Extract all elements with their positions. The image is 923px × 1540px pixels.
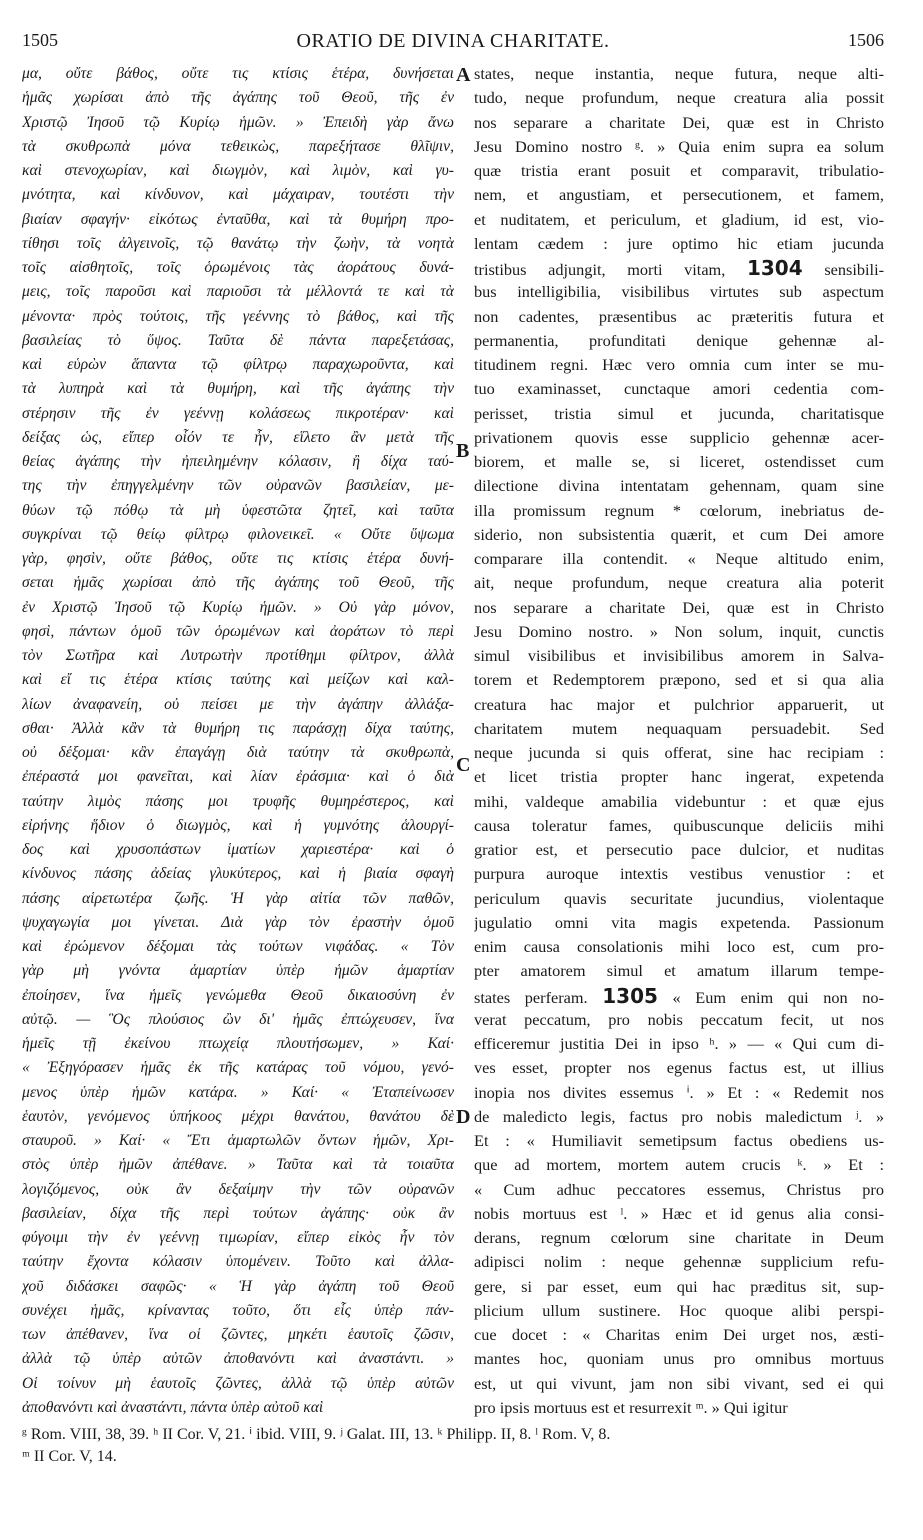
running-title: ORATIO DE DIVINA CHARITATE. [296, 30, 610, 52]
text-line [474, 1323, 884, 1347]
line-text: στέρησιν τῆς ἐν γεέννῃ κολάσεως πικροτέραν· καὶ [22, 404, 454, 422]
text-line [22, 353, 454, 377]
line-text: titudinem regni. Hæc vero omnia cum inter se mu- [474, 355, 884, 374]
text-line [474, 644, 884, 668]
latin-column [474, 62, 884, 1417]
line-text: que ad mortem, mortem autem crucis ᵏ. » Et : [474, 1155, 884, 1175]
text-line [22, 474, 454, 498]
footnote-line: ᵍ Rom. VIII, 38, 39. ʰ II Cor. V, 21. ⁱ ibid. VIII, 9. ʲ Galat. III, 13. ᵏ Philipp. II, 8. ˡ Rom. V, 8. [22, 1426, 611, 1443]
page-header [22, 30, 884, 58]
text-line [22, 887, 454, 911]
line-text: ves esset, propter nos egenus factus est, ut illius [474, 1058, 884, 1078]
line-text: gratior est, et persecutio pace dulcior, et nuditas [474, 840, 884, 859]
text-line [22, 596, 454, 620]
line-text: perisset, tristia simul et jucunda, charitatisque [474, 403, 884, 423]
line-text: « Cum adhuc peccatores essemus, Christus pro [474, 1179, 884, 1199]
line-text: συνέχει ἡμᾶς, κρίναντας τοῦτο, ὅτι εἷς ὑπὲρ πάν- [22, 1301, 454, 1319]
line-text: τὰ σκυθρωπὰ μόνα τεθεικὼς, παρεξήτασε θλῖψιν, [22, 137, 454, 155]
text-line [474, 1081, 884, 1105]
text-line [22, 135, 454, 159]
text-line [22, 644, 454, 668]
line-text: μα, οὔτε βάθος, οὔτε τις κτίσις ἑτέρα, δυνήσεται [22, 65, 454, 82]
text-line [22, 86, 454, 110]
footnotes [22, 1424, 892, 1468]
text-line [22, 377, 454, 401]
line-text: derans, regnum cœlorum sine charitate in Deum [474, 1228, 884, 1247]
line-text: ἀλλὰ τῷ ὑπὲρ αὐτῶν ἀποθανόντι καὶ ἀναστάντι. » [22, 1350, 454, 1368]
line-text: Jesu Domino nostro ᵍ. » Quia enim supra ea solum [474, 136, 884, 156]
text-line [22, 814, 454, 838]
line-continuation: « Eum enim qui non no- [672, 987, 884, 1007]
margin-marker-b: B [456, 440, 470, 462]
text-line [22, 1081, 454, 1105]
text-line [22, 329, 454, 353]
text-line [22, 717, 454, 741]
line-text: φησὶ, πάντων ὁμοῦ τῶν ὁρωμένων καὶ ἀοράτων τὸ περὶ [22, 622, 454, 640]
line-text: δείξας ὡς, εἴπερ οἷόν τε ἦν, εἵλετο ἂν μετὰ τῆς [22, 428, 454, 446]
text-line [474, 1396, 884, 1420]
line-text: γὰρ, φησὶν, οὔτε βάθος, οὔτε τις κτίσις ἑτέρα δυνή- [22, 550, 454, 567]
text-line [22, 620, 454, 644]
text-line [22, 959, 454, 983]
text-line [474, 1275, 884, 1299]
line-text: κίνδυνος πάσης ἀδείας γλυκύτερος, καὶ ἡ βιαία σφαγὴ [22, 865, 454, 883]
line-text: non cadentes, præsentibus ac præteritis futura et [474, 306, 884, 326]
text-line [22, 426, 454, 450]
text-line [474, 814, 884, 838]
text-line [474, 862, 884, 886]
line-text: states perferam. [474, 987, 588, 1007]
line-text: charitatem mutem nequaquam persuadebit. Sed [474, 718, 884, 738]
text-line [474, 62, 884, 86]
line-text: οὐ δέξομαι· κἂν ἐπαγάγῃ διὰ ταύτην τὰ σκυθρωπὰ, [22, 744, 454, 761]
text-line [22, 1226, 454, 1250]
text-line [474, 790, 884, 814]
text-line [22, 1202, 454, 1226]
text-line [22, 62, 454, 86]
margin-marker-c: C [456, 754, 471, 776]
text-line [474, 1153, 884, 1177]
line-text: illa promissum regnum * cœlorum, inebriatus de- [474, 500, 884, 520]
line-text: ἐπέραστά μοι φανεῖται, καὶ λίαν ἐράσμια· καὶ ὁ διὰ [22, 768, 454, 786]
text-line [22, 1129, 454, 1153]
text-line [22, 741, 454, 765]
line-text: μενος ὑπὲρ ἡμῶν κατάρα. » Καί· « Ἐταπείνωσεν [22, 1083, 454, 1101]
line-text: ait, neque profundum, neque creatura alia poterit [474, 573, 884, 593]
line-text: τὰ λυπηρὰ καὶ τὰ θυμήρη, καὶ τῆς ἀγάπης τὴν [22, 380, 454, 398]
text-line [22, 1178, 454, 1202]
line-text: efficeremur justitia Dei in ipso ʰ. » — « Qui cum di- [474, 1034, 884, 1053]
line-text: βιαίαν σφαγήν· εἰκότως ἐνταῦθα, καὶ τὰ θυμήρη προ- [22, 210, 454, 228]
text-line [474, 426, 884, 450]
text-line [474, 1202, 884, 1226]
line-text: Οἱ τοίνυν μὴ ἑαυτοῖς ζῶντες, ἀλλὰ τῷ ὑπὲρ αὐτῶν [22, 1374, 454, 1392]
text-line [474, 911, 884, 935]
text-line [474, 1250, 884, 1274]
line-text: ψυχαγωγία μοι γίνεται. Διὰ γὰρ τὸν ἐραστὴν ὁμοῦ [22, 913, 454, 931]
text-line [474, 499, 884, 523]
text-line [22, 1396, 454, 1420]
text-line [474, 959, 884, 983]
line-text: torem et Redemptorem præpono, sed et si qua alia [474, 670, 884, 690]
text-line [474, 717, 884, 741]
line-text: σεται ἡμᾶς χωρίσαι ἀπὸ τῆς ἀγάπης τοῦ Θεοῦ, τῆς [22, 574, 454, 592]
text-line [474, 377, 884, 401]
line-text: creatura hac major et pulchrior apparuerit, ut [474, 694, 884, 714]
text-line [474, 1178, 884, 1202]
line-text: dilectione divina intentatam gehennam, quam sine [474, 476, 884, 496]
text-line [22, 790, 454, 814]
line-text: ἡμεῖς τῇ ἐκείνου πτωχείᾳ πλουτήσωμεν, » Καί· [22, 1035, 454, 1052]
line-text: σταυροῦ. » Καί· « Ἔτι ἁμαρτωλῶν ὄντων ἡμῶν, Χρι- [22, 1132, 454, 1149]
text-line [22, 1275, 454, 1299]
text-line [474, 693, 884, 717]
text-line [474, 1032, 884, 1056]
page-number-left: 1505 [22, 30, 58, 50]
line-text: Χριστῷ Ἰησοῦ τῷ Κυρίῳ ἡμῶν. » Ἐπειδὴ γὰρ ἄνω [22, 113, 454, 131]
line-text: βασιλείας τὸ ὕψος. Ταῦτα δὲ πάντα παρεξετάσας, [22, 331, 454, 349]
line-text: μνότητα, καὶ κίνδυνον, καὶ μάχαιραν, τουτέστι τὴν [22, 186, 454, 204]
line-text: bus intelligibilia, visibilibus virtutes sub aspectum [474, 282, 884, 302]
line-text: biorem, et malle se, si liceret, ostendisset cum [474, 452, 884, 471]
text-line [474, 838, 884, 862]
line-text: μένοντα· πρὸς τούτοις, τῆς γεέννης τὸ βάθος, καὶ τῆς [22, 307, 454, 325]
text-line [22, 1372, 454, 1396]
line-text: mihi, valdeque amabilia videbuntur : et quæ ejus [474, 791, 884, 811]
line-text: pro ipsis mortuus est et resurrexit ᵐ. » Qui igitur [474, 1397, 788, 1417]
line-text: μεις, τοῖς παροῦσι καὶ παριοῦσι τὰ μέλλοντά τε καὶ τὰ [22, 283, 454, 301]
line-text: jugulatio omni vita magis expetenda. Passionum [474, 912, 884, 932]
text-line [22, 183, 454, 207]
line-text: nos separare a charitate Dei, quæ est in Christo [474, 112, 884, 132]
line-text: θύων τῷ πόθῳ τὰ μὴ ὑφεστῶτα ζητεῖ, καὶ ταῦτα [22, 501, 454, 519]
text-line [474, 402, 884, 426]
line-continuation: sensibili- [824, 260, 884, 279]
text-line [474, 208, 884, 232]
line-text: de maledicto legis, factus pro nobis maledictum ʲ. » [474, 1106, 884, 1126]
text-line [22, 911, 454, 935]
line-text: καὶ στενοχωρίαν, καὶ διωγμὸν, καὶ λιμὸν, καὶ γυ- [22, 162, 454, 179]
text-line [474, 159, 884, 183]
line-text: adipisci nolim : neque gehennæ supplicium refu- [474, 1252, 884, 1272]
text-line [474, 305, 884, 329]
text-line [474, 256, 884, 280]
text-line [474, 523, 884, 547]
text-line [474, 474, 884, 498]
text-line [474, 183, 884, 207]
line-text: siderio, non subsistentia quærit, et cum Dei amore [474, 524, 884, 544]
text-line [22, 862, 454, 886]
line-text: των ἀπέθανεν, ἵνα οἱ ζῶντες, μηκέτι ἑαυτοῖς ζῶσιν, [22, 1326, 454, 1343]
text-line [474, 353, 884, 377]
column-number-1304: 1304 [746, 256, 803, 280]
text-line [22, 499, 454, 523]
text-line [22, 523, 454, 547]
line-text: purpura auroque intextis vestibus venustior : et [474, 864, 884, 884]
text-line [22, 693, 454, 717]
text-line [22, 232, 454, 256]
text-line [474, 765, 884, 789]
line-text: ἡμᾶς χωρίσαι ἀπὸ τῆς ἀγάπης τοῦ Θεοῦ, τῆς ἐν [22, 89, 454, 107]
text-line [474, 984, 884, 1008]
line-text: στὸς ὑπὲρ ἡμῶν ἀπέθανε. » Ταῦτα καὶ τὰ τοιαῦτα [22, 1156, 454, 1174]
text-line [474, 935, 884, 959]
text-line [474, 111, 884, 135]
line-text: et nuditatem, et periculum, et gladium, id est, vio- [474, 209, 884, 229]
line-text: καὶ εἴ τις ἑτέρα κτίσις ταύτης καὶ μείζων καὶ καλ- [22, 671, 454, 689]
text-line [22, 765, 454, 789]
text-line [474, 571, 884, 595]
line-text: τίθησι τοῖς ἀλγεινοῖς, τῷ θανάτῳ τὴν ζωὴν, τὰ νοητὰ [22, 234, 454, 252]
line-text: nobis mortuus est ˡ. » Hæc et id genus alia consi- [474, 1203, 884, 1223]
line-text: της τὴν ἐπηγγελμένην τῶν οὐρανῶν βασιλείαν, με- [22, 477, 454, 495]
line-text: αὐτῷ. — Ὃς πλούσιος ὢν δι' ἡμᾶς ἐπτώχευσεν, ἵνα [22, 1010, 454, 1028]
line-text: neque jucunda si quis offerat, sine hac recipiam : [474, 743, 884, 762]
line-text: pter amatorem simul et amatum illarum tempe- [474, 961, 884, 981]
text-line [22, 1299, 454, 1323]
line-text: causa toleratur fames, quibuscunque deliciis mihi [474, 815, 884, 835]
text-line [22, 450, 454, 474]
line-text: gere, si par esset, eum qui hac præditus sit, sup- [474, 1276, 884, 1296]
line-text: privationem quovis esse supplicio gehennæ acer- [474, 427, 884, 447]
text-line [22, 305, 454, 329]
text-line [22, 1153, 454, 1177]
column-number-1305: 1305 [602, 983, 658, 1008]
line-text: cue docet : « Charitas enim Dei urget nos, æsti- [474, 1325, 884, 1344]
line-text: ταύτην ἔχοντα κόλασιν ὑπομένειν. Τοῦτο καὶ ἀλλα- [22, 1253, 454, 1271]
line-text: ἐποίησεν, ἵνα ἡμεῖς γενώμεθα Θεοῦ δικαιοσύνη ἐν [22, 986, 454, 1004]
text-line [22, 1323, 454, 1347]
text-line [22, 402, 454, 426]
text-line [22, 1008, 454, 1032]
line-text: states, neque instantia, neque futura, neque alti- [474, 64, 884, 83]
line-text: ἑαυτὸν, γενόμενος ὑπήκοος μέχρι θανάτου, θανάτου δὲ [22, 1107, 454, 1125]
line-text: nem, et angustiam, et persecutionem, et famem, [474, 185, 884, 205]
text-line [22, 1105, 454, 1129]
text-line [474, 329, 884, 353]
text-line [22, 280, 454, 304]
text-line [474, 232, 884, 256]
line-text: Jesu Domino nostro. » Non solum, inquit, cunctis [474, 621, 884, 641]
line-text: τὸν Σωτῆρα καὶ Λυτρωτὴν προτίθημι φίλτρον, ἀλλὰ [22, 647, 454, 664]
text-line [474, 450, 884, 474]
text-line [474, 741, 884, 765]
line-text: ταύτην λιμὸς πάσης μοι τρυφῆς θυμηρέστερος, καὶ [22, 792, 454, 810]
line-text: συγκρίναι τῷ θείῳ φίλτρῳ φιλονεικεῖ. « Οὔτε ὕψωμα [22, 525, 454, 543]
line-text: verat peccatum, pro nobis peccatum fecit, ut nos [474, 1009, 884, 1029]
line-text: σθαι· Ἀλλὰ κἂν τὰ θυμήρη τις παράσχῃ δίχα ταύτης, [22, 719, 454, 737]
text-line [474, 887, 884, 911]
line-text: τοῖς αἰσθητοῖς, τοῖς ὁρωμένοις τὰς ἀοράτους δυνά- [22, 259, 454, 276]
text-line [22, 984, 454, 1008]
text-line [474, 1008, 884, 1032]
text-line [22, 256, 454, 280]
line-text: καὶ εὑρὼν ἅπαντα τῷ φίλτρῳ παραχωροῦντα, καὶ [22, 356, 454, 373]
line-text: lentam cædem : jure optimo hic etiam jucunda [474, 233, 884, 253]
line-text: λίων ἀναφανείη, οὐ πείσει με τὴν ἀγάπην ἀλλάξα- [22, 695, 454, 713]
text-line [474, 135, 884, 159]
text-line [22, 159, 454, 183]
line-text: simul visibilibus et invisibilibus amorem in Salva- [474, 646, 884, 665]
line-text: θείας ἀγάπης τὴν ἠπειλημένην κόλασιν, ἢ δίχα ταύ- [22, 453, 454, 470]
text-line [474, 86, 884, 110]
text-line [474, 1226, 884, 1250]
line-text: permanentia, profunditati denique gehennæ al- [474, 330, 884, 350]
text-line [474, 620, 884, 644]
line-text: est, ut qui vivunt, jam non sibi vivant, sed ei qui [474, 1373, 884, 1393]
text-line [22, 935, 454, 959]
line-text: quæ tristia erant posuit et comparavit, tribulatio- [474, 161, 884, 180]
line-text: tuo examinasset, cunctaque amori cedentia com- [474, 379, 884, 399]
line-text: φύγοιμι τὴν ἐν γεέννῃ τιμωρίαν, εἴπερ εἰκὸς ἦν τὸν [22, 1229, 454, 1246]
page-number-right: 1506 [848, 30, 884, 50]
text-line [22, 571, 454, 595]
line-text: λογιζόμενος, οὐκ ἂν δεξαίμην τὴν τῶν οὐρανῶν [22, 1180, 454, 1198]
line-text: γὰρ μὴ γνόντα ἁμαρτίαν ὑπὲρ ἡμῶν ἁμαρτίαν [22, 962, 454, 980]
line-text: enim causa consolationis mihi loco est, cum pro- [474, 937, 884, 956]
margin-marker-d: D [456, 1106, 471, 1128]
line-text: πάσης αἱρετωτέρα ζωῆς. Ἡ γὰρ αἰτία τῶν παθῶν, [22, 889, 454, 907]
text-line [474, 280, 884, 304]
line-text: χοῦ διδάσκει σαφῶς· « Ἡ γὰρ ἀγάπη τοῦ Θεοῦ [22, 1277, 454, 1295]
text-line [22, 1032, 454, 1056]
line-text: ἐν Χριστῷ Ἰησοῦ τῷ Κυρίῳ ἡμῶν. » Οὐ γὰρ μόνον, [22, 598, 454, 616]
line-text: Et : « Humiliavit semetipsum factus obediens us- [474, 1131, 884, 1150]
text-line [22, 1056, 454, 1080]
text-line [22, 208, 454, 232]
text-line [474, 1056, 884, 1080]
line-text: inopia nos divites essemus ⁱ. » Et : « Redemit nos [474, 1082, 884, 1102]
line-text: nos separare a charitate Dei, quæ est in Christo [474, 597, 884, 617]
line-text: εἰρήνης ἥδιον ὁ διωγμὸς, καὶ ἡ γυμνότης ἁλουργί- [22, 816, 454, 834]
greek-column [22, 62, 454, 1416]
line-text: ἀποθανόντι καὶ ἀναστάντι, πάντα ὑπὲρ αὐτοῦ καὶ [22, 1398, 324, 1416]
line-text: periculum quavis securitate jucundius, violentaque [474, 888, 884, 908]
line-text: plicium ullum sustinere. Hoc quoque alibi perspi- [474, 1300, 884, 1320]
line-text: δος καὶ χρυσοπάστων ἱματίων χαριεστέρα· καὶ ὁ [22, 841, 454, 858]
line-text: mantes hoc, quoniam unus pro omnibus mortuus [474, 1349, 884, 1369]
footnote-line: ᵐ II Cor. V, 14. [22, 1448, 117, 1465]
text-line [474, 1347, 884, 1371]
text-line [22, 111, 454, 135]
text-line [22, 1250, 454, 1274]
line-text: tristibus adjungit, morti vitam, [474, 260, 726, 279]
line-text: comparare illa contendit. « Neque altitudo enim, [474, 549, 884, 568]
line-text: « Ἐξηγόρασεν ἡμᾶς ἐκ τῆς κατάρας τοῦ νόμου, γενό- [22, 1059, 454, 1077]
text-line [22, 668, 454, 692]
line-text: βασιλείαν, δίχα τῆς περὶ τούτων ἀγάπης· οὐκ ἂν [22, 1204, 454, 1222]
margin-marker-a: A [456, 64, 471, 86]
line-text: tudo, neque profundum, neque creatura alia possit [474, 88, 884, 108]
text-line [474, 1299, 884, 1323]
line-text: καὶ ἐρώμενον δέξομαι τὰς τούτων νιφάδας. « Τὸν [22, 938, 454, 955]
text-line [474, 596, 884, 620]
text-line [22, 1347, 454, 1371]
text-line [474, 1129, 884, 1153]
line-text: et licet tristia propter hanc ingerat, expetenda [474, 767, 884, 787]
text-line [22, 838, 454, 862]
text-line [474, 547, 884, 571]
text-line [474, 1105, 884, 1129]
text-line [474, 668, 884, 692]
text-line [22, 547, 454, 571]
text-line [474, 1372, 884, 1396]
